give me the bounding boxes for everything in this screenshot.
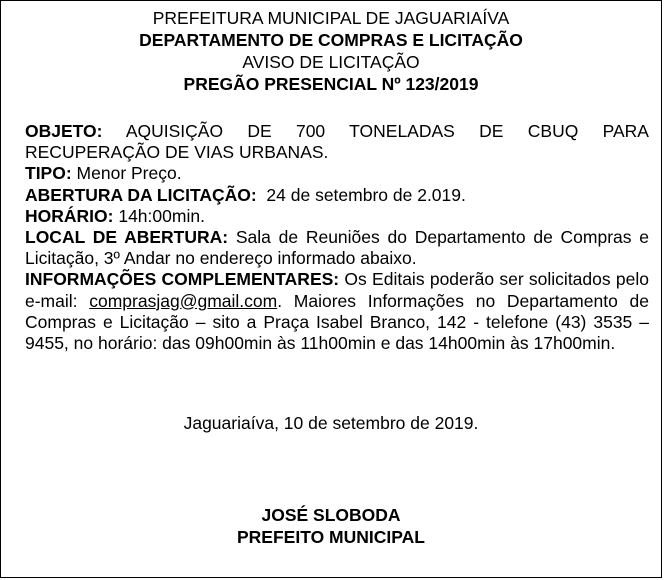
header-municipality: PREFEITURA MUNICIPAL DE JAGUARIAÍVA [152,8,510,28]
info-paragraph [25,269,649,354]
header-notice-type: AVISO DE LICITAÇÃO [242,52,420,72]
tipo-text: Menor Preço. [76,163,182,184]
info-text-after: . Maiores Informações no Departamento de Compras e Licitação – sito a Praça Isabel Branco, 142 - telefone (43) 3535 – 9455, no horário: das 09h00min às 11h00min e das 14h00min às 17h00min. [25,290,649,354]
notice-header [1,7,661,95]
local-paragraph [25,227,649,269]
horario-paragraph [25,206,649,227]
abertura-paragraph [25,185,649,206]
objeto-text: AQUISIÇÃO DE 700 TONELADAS DE CBUQ PARA RECUPERAÇÃO DE VIAS URBANAS. [25,121,649,163]
info-text-before: Os Editais poderão ser solicitados pelo e-mail: [25,269,649,311]
header-department: DEPARTAMENTO DE COMPRAS E LICITAÇÃO [139,30,523,50]
horario-label: HORÁRIO: [25,205,114,226]
notice-body [25,121,649,354]
date-line: Jaguariaíva, 10 de setembro de 2019. [183,413,479,433]
objeto-paragraph [25,121,649,163]
signature-title: PREFEITO MUNICIPAL [237,527,425,547]
info-email-link[interactable]: comprasjag@gmail.com [89,290,278,311]
horario-text: 14h:00min. [118,205,205,226]
signature-name: JOSÉ SLOBODA [261,505,401,525]
header-auction-number: PREGÃO PRESENCIAL Nº 123/2019 [183,74,479,94]
local-label: LOCAL DE ABERTURA: [25,227,229,248]
signature-block [1,504,661,548]
abertura-text: 24 de setembro de 2.019. [266,184,466,205]
abertura-label: ABERTURA DA LICITAÇÃO: [25,184,257,205]
tipo-paragraph [25,163,649,184]
tipo-label: TIPO: [25,163,72,184]
objeto-label: OBJETO: [25,121,103,141]
local-text: Sala de Reuniões do Departamento de Compras e Licitação, 3º Andar no endereço informado abaixo. [25,227,649,269]
info-label: INFORMAÇÕES COMPLEMENTARES: [25,269,340,290]
